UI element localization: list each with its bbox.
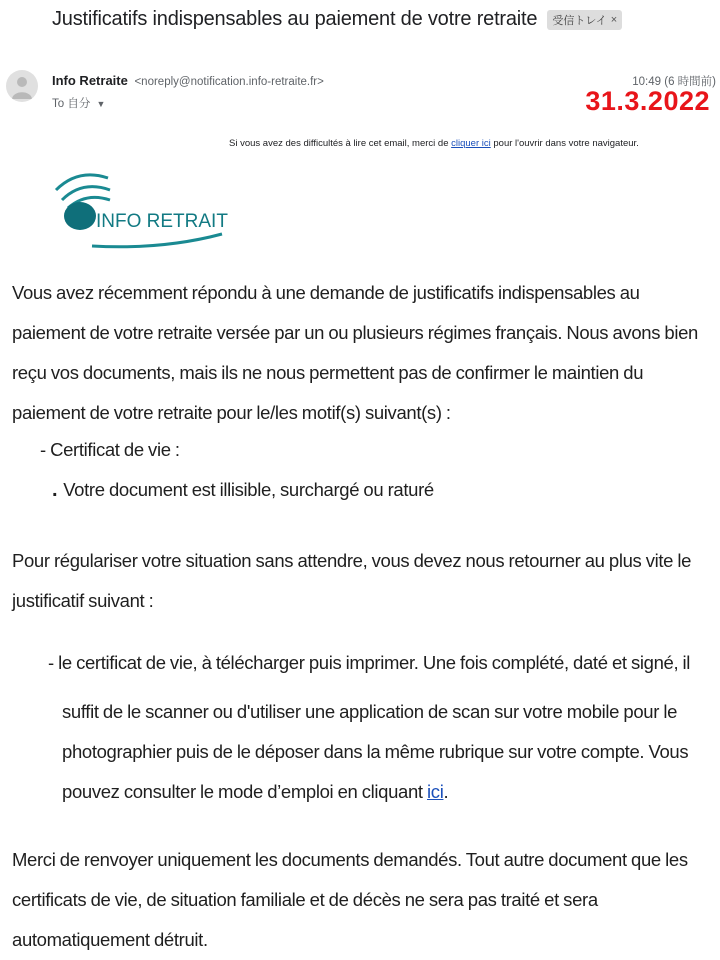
notice-text-before: Si vous avez des difficultés à lire cet email, merci de [229,138,452,149]
sender-name: Info Retraite [52,73,128,88]
browser-view-notice [229,138,639,149]
email-header [52,8,622,31]
instruction-period: . [443,781,449,802]
email-subject: Justificatifs indispensables au paiement de votre retraite [52,8,538,30]
sender-avatar [6,70,38,102]
instruction-text: suffit de le scanner ou d'utiliser une application de scan sur votre mobile pour le photographier puis de le déposer dans la même rubrique sur votre compte. Vous pouvez consulter le mode d’emploi en cliquant [62,701,689,802]
intro-paragraph: Vous avez récemment répondu à une demande de justificatifs indispensables au paiement de votre retraite versée par un ou plusieurs régimes français. Nous avons bien reçu vos documents, mais ils ne nous permettent pas de confirmer le maintien du paiement de votre retraite pour le/les motif(s) suivant(s) : [12,282,698,423]
inbox-label-text: 受信トレイ [552,14,607,27]
chevron-down-icon[interactable]: ▼ [96,99,106,109]
certificate-of-life-item: - Certificat de vie : [40,439,180,460]
recipient-label: To 自分 [52,98,91,110]
remove-label-icon[interactable]: × [610,13,618,26]
bullet-dot: . [52,479,58,501]
sender-info [52,73,324,88]
document-reason-item [52,479,434,502]
date-stamp: 31.3.2022 [585,86,710,116]
inbox-label-chip[interactable] [547,10,622,30]
closing-paragraph: Merci de renvoyer uniquement les documents demandés. Tout autre document que les certificats de vie, de situation familiale et de décès ne sera pas traité et sera automatiquement détruit. [12,849,688,950]
recipient-details-toggle[interactable] [52,95,105,111]
info-retraite-logo [52,168,228,254]
notice-text-after: pour l'ouvrir dans votre navigateur. [490,138,639,149]
regularize-paragraph: Pour régulariser votre situation sans attendre, vous devez nous retourner au plus vite le justificatif suivant : [12,550,692,611]
document-reason-text: Votre document est illisible, surchargé ou raturé [63,479,434,500]
logo-graphic [52,168,228,254]
logo-text: INFO RETRAITE [96,211,228,232]
instruction-first-line: - le certificat de vie, à télécharger puis imprimer. Une fois complété, daté et signé, il [48,652,691,673]
person-icon [6,70,38,102]
sender-email: <noreply@notification.info-retraite.fr> [134,76,324,88]
instruction-continuation [62,692,712,812]
open-in-browser-link[interactable]: cliquer ici [451,138,491,149]
email-timestamp: 10:49 (6 時間前) [632,76,716,88]
user-guide-link[interactable]: ici [427,781,444,802]
